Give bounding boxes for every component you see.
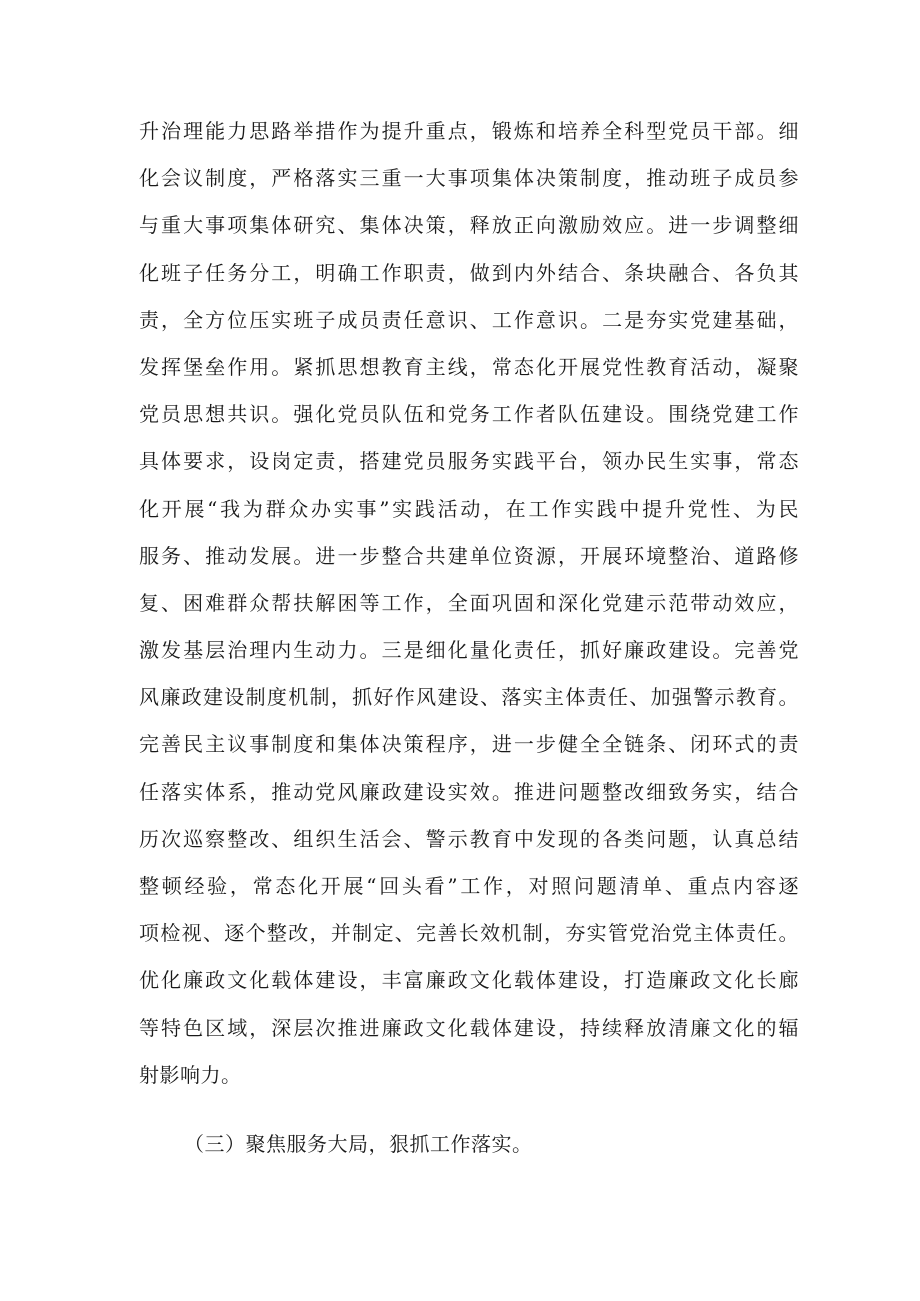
paragraph-line: 服务、推动发展。进一步整合共建单位资源，开展环境整治、道路修 bbox=[139, 543, 799, 568]
paragraph-line: 风廉政建设制度机制，抓好作风建设、落实主体责任、加强警示教育。 bbox=[139, 685, 799, 710]
paragraph-line: 激发基层治理内生动力。三是细化量化责任，抓好廉政建设。完善党 bbox=[139, 638, 799, 663]
paragraph-line: 优化廉政文化载体建设，丰富廉政文化载体建设，打造廉政文化长廊 bbox=[139, 968, 799, 993]
paragraph-line: 发挥堡垒作用。紧抓思想教育主线，常态化开展党性教育活动，凝聚 bbox=[139, 354, 799, 379]
body-paragraph bbox=[139, 108, 799, 1099]
paragraph-line-last: 射影响力。 bbox=[139, 1062, 242, 1087]
paragraph-line: 复、困难群众帮扶解困等工作，全面巩固和深化党建示范带动效应， bbox=[139, 590, 799, 615]
paragraph-line: 升治理能力思路举措作为提升重点，锻炼和培养全科型党员干部。细 bbox=[139, 119, 799, 143]
paragraph-line: 化班子任务分工，明确工作职责，做到内外结合、条块融合、各负其 bbox=[139, 260, 799, 285]
paragraph-line: 任落实体系，推动党风廉政建设实效。推进问题整改细致务实，结合 bbox=[139, 779, 799, 804]
section-heading: （三）聚焦服务大局，狠抓工作落实。 bbox=[184, 1132, 533, 1156]
paragraph-line: 等特色区域，深层次推进廉政文化载体建设，持续释放清廉文化的辐 bbox=[139, 1015, 799, 1040]
paragraph-line: 项检视、逐个整改，并制定、完善长效机制，夯实管党治党主体责任。 bbox=[139, 921, 799, 946]
paragraph-line: 化开展“我为群众办实事”实践活动，在工作实践中提升党性、为民 bbox=[139, 496, 799, 521]
paragraph-line: 党员思想共识。强化党员队伍和党务工作者队伍建设。围绕党建工作 bbox=[139, 402, 799, 427]
paragraph-line: 化会议制度，严格落实三重一大事项集体决策制度，推动班子成员参 bbox=[139, 166, 799, 191]
paragraph-line: 具体要求，设岗定责，搭建党员服务实践平台，领办民生实事，常态 bbox=[139, 449, 799, 474]
paragraph-line: 历次巡察整改、组织生活会、警示教育中发现的各类问题，认真总结 bbox=[139, 826, 799, 851]
paragraph-line: 与重大事项集体研究、集体决策，释放正向激励效应。进一步调整细 bbox=[139, 213, 799, 238]
paragraph-line: 完善民主议事制度和集体决策程序，进一步健全全链条、闭环式的责 bbox=[139, 732, 799, 757]
paragraph-line: 整顿经验，常态化开展“回头看”工作，对照问题清单、重点内容逐 bbox=[139, 874, 799, 898]
paragraph-line: 责，全方位压实班子成员责任意识、工作意识。二是夯实党建基础， bbox=[139, 307, 799, 332]
